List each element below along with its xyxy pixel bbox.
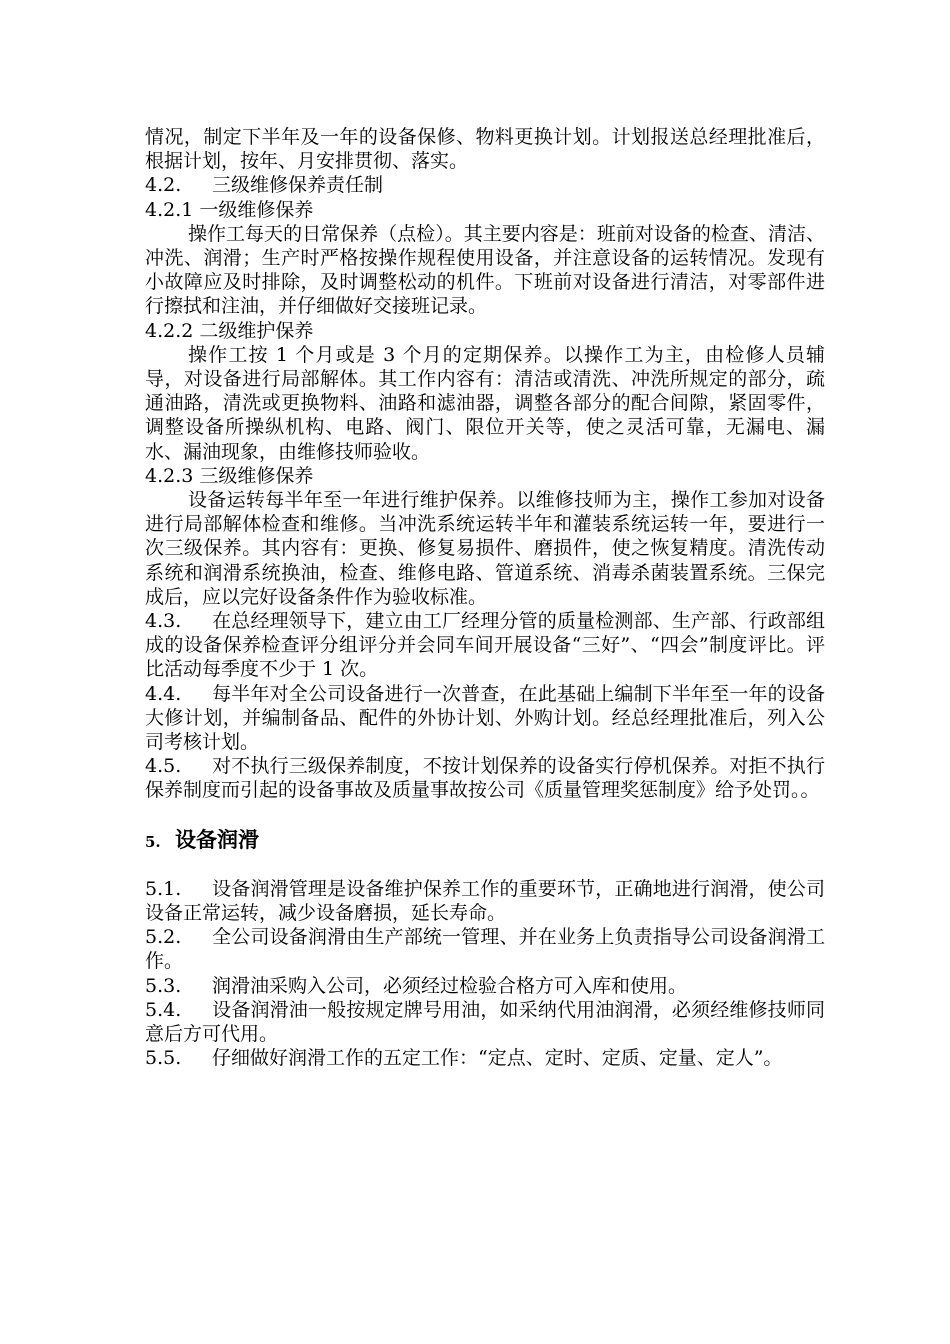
paragraph-4-2-3: 设备运转每半年至一年进行维护保养。以维修技师为主，操作工参加对设备进行局部解体检查和维修。当冲洗系统运转半年和灌装系统运转一年，要进行一次三级保养。其内容有：更换、修复易损件、磨损件，使之恢复精度。清洗传动系统和润滑系统换油，检查、维修电路、管道系统、消毒杀菌装置系统。三保完成后，应以完好设备条件作为验收标准。 xyxy=(145,489,825,608)
clause-text: 对不执行三级保养制度，不按计划保养的设备实行停机保养。对拒不执行保养制度而引起的设备事故及质量事故按公司《质量管理奖惩制度》给予处罚。。 xyxy=(145,755,825,802)
subheading-4-2-1: 4.2.1 一级维修保养 xyxy=(145,198,314,221)
clause-number: 5.3. xyxy=(145,974,182,997)
clause-number: 4.2. xyxy=(145,174,182,197)
clause-4-3 xyxy=(145,609,825,682)
clause-number: 4.3. xyxy=(145,610,182,633)
clause-5-4 xyxy=(145,998,825,1046)
paragraph-4-2-1: 操作工每天的日常保养（点检）。其主要内容是：班前对设备的检查、清洁、冲洗、润滑；生产时严格按操作规程使用设备，并注意设备的运转情况。发现有小故障应及时排除，及时调整松动的机件。下班前对设备进行清洁，对零部件进行擦拭和注油，并仔细做好交接班记录。 xyxy=(145,222,825,318)
clause-number: 5.2. xyxy=(145,926,182,949)
subheading-4-2-2: 4.2.2 二级维护保养 xyxy=(145,319,314,342)
clause-text: 三级维修保养责任制 xyxy=(212,174,384,197)
clause-number: 4.4. xyxy=(145,682,182,705)
clause-text: 设备润滑管理是设备维护保养工作的重要环节，正确地进行润滑，使公司设备正常运转，减少设备磨损，延长寿命。 xyxy=(145,877,825,924)
clause-4-2 xyxy=(145,173,825,197)
subheading-4-2-3: 4.2.3 三级维修保养 xyxy=(145,464,314,487)
clause-4-4 xyxy=(145,682,825,755)
clause-number: 5.4. xyxy=(145,998,182,1021)
clause-5-1 xyxy=(145,877,825,925)
clause-text: 全公司设备润滑由生产部统一管理、并在业务上负责指导公司设备润滑工作。 xyxy=(145,926,825,973)
section-title: 设备润滑 xyxy=(175,826,259,852)
clause-number: 5.5. xyxy=(145,1047,182,1070)
clause-4-5 xyxy=(145,754,825,802)
clause-5-2 xyxy=(145,925,825,973)
clause-5-3 xyxy=(145,974,825,998)
paragraph-continued: 情况，制定下半年及一年的设备保修、物料更换计划。计划报送总经理批准后，根据计划，按年、月安排贯彻、落实。 xyxy=(145,126,825,173)
clause-text: 仔细做好润滑工作的五定工作：“定点、定时、定质、定量、定人”。 xyxy=(212,1047,783,1070)
section-heading-5 xyxy=(145,825,825,857)
clause-text: 设备润滑油一般按规定牌号用油，如采纳代用油润滑，必须经维修技师同意后方可代用。 xyxy=(145,998,825,1045)
document-body xyxy=(145,125,825,1070)
clause-number: 4.5. xyxy=(145,755,182,778)
clause-5-5 xyxy=(145,1046,825,1070)
section-number: 5. xyxy=(145,832,161,851)
clause-text: 在总经理领导下，建立由工厂经理分管的质量检测部、生产部、行政部组成的设备保养检查评分组评分并会同车间开展设备“三好”、“四会”制度评比。评比活动每季度不少于 1 次。 xyxy=(145,610,825,681)
clause-text: 润滑油采购入公司，必须经过检验合格方可入库和使用。 xyxy=(212,974,688,997)
paragraph-4-2-2: 操作工按 1 个月或是 3 个月的定期保养。以操作工为主，由检修人员辅导，对设备进行局部解体。其工作内容有：清洁或清洗、冲洗所规定的部分，疏通油路，清洗或更换物料、油路和滤油器，调整各部分的配合间隙，紧固零件，调整设备所操纵机构、电路、阀门、限位开关等，使之灵活可靠，无漏电、漏水、漏油现象，由维修技师验收。 xyxy=(145,343,825,463)
clause-text: 每半年对全公司设备进行一次普查，在此基础上编制下半年至一年的设备大修计划，并编制备品、配件的外协计划、外购计划。经总经理批准后，列入公司考核计划。 xyxy=(145,682,825,754)
clause-number: 5.1. xyxy=(145,877,182,900)
